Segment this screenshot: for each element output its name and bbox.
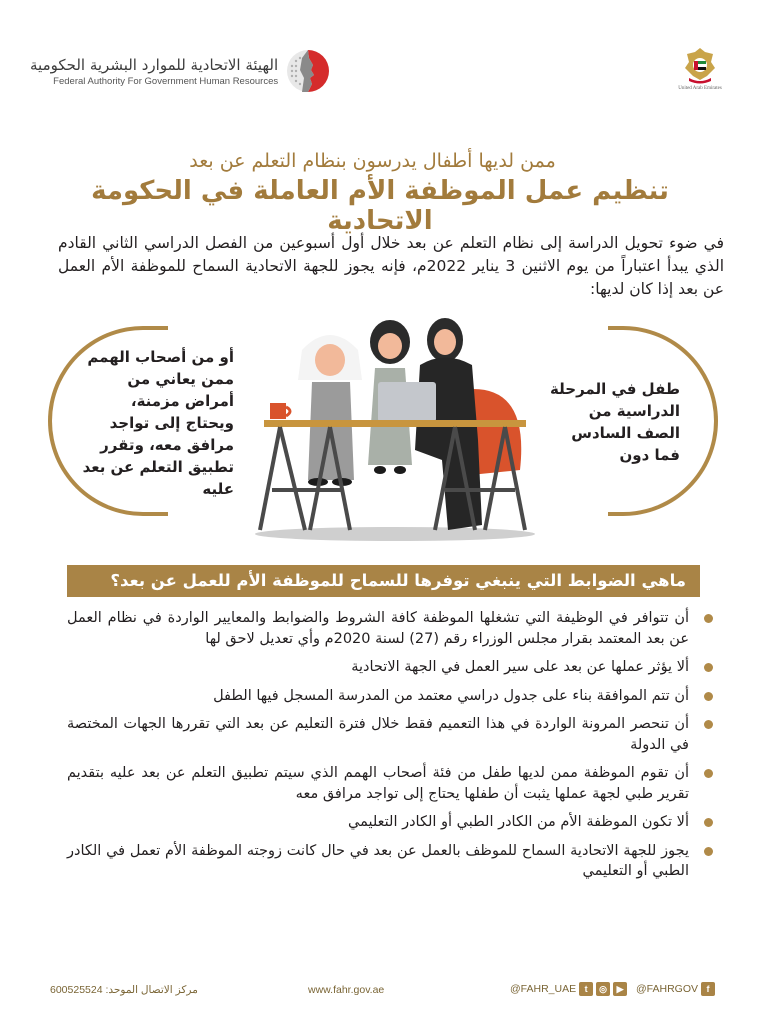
list-item: ألا تكون الموظفة الأم من الكادر الطبي أو الكادر التعليمي xyxy=(67,812,717,833)
contact-phone: مركز الاتصال الموحد: 600525524 xyxy=(50,984,198,996)
bullet-icon xyxy=(704,614,713,623)
social-handles-gov xyxy=(636,982,715,996)
bullet-icon xyxy=(704,720,713,729)
fahr-logo xyxy=(30,48,330,94)
emblem-caption: United Arab Emirates xyxy=(678,86,722,91)
list-item: أن تنحصر المرونة الواردة في هذا التعميم فقط خلال فترة التعليم عن بعد التي تقررها الجهات المختصة في الدولة xyxy=(67,714,717,755)
condition-special-needs: أو من أصحاب الهمم ممن يعاني من أمراض مزمنة، ويحتاج إلى تواجد مرافق معه، وتقرر تطبيق التعلم عن بعد عليه xyxy=(82,348,234,498)
list-item: أن تتوافر في الوظيفة التي تشغلها الموظفة كافة الشروط والضوابط والمعايير الواردة في نظام العمل عن بعد المعتمد بقرار مجلس الوزراء رقم (27) لسنة 2020م وأي تعديل لاحق لها xyxy=(67,608,717,649)
list-item: أن تتم الموافقة بناء على جدول دراسي معتمد من المدرسة المسجل فيها الطفل xyxy=(67,686,717,707)
bullet-icon xyxy=(704,847,713,856)
bullet-icon xyxy=(704,663,713,672)
bullet-icon xyxy=(704,769,713,778)
handle-gov[interactable]: @FAHRGOV xyxy=(636,983,699,995)
list-item: يجوز للجهة الاتحادية السماح للموظف بالعمل عن بعد في حال كانت زوجته الموظفة الأم تعمل في الكادر الطبي أو التعليمي xyxy=(67,841,717,882)
bullet-icon xyxy=(704,692,713,701)
youtube-icon[interactable]: ▶ xyxy=(613,982,627,996)
requirements-list xyxy=(67,608,717,890)
list-item: أن تقوم الموظفة ممن لديها طفل من فئة أصحاب الهمم الذي سيتم تطبيق التعلم عن بعد عليه بتقديم تقرير طبي لجهة عملها يثبت أن طفلها يحتاج إلى تواجد مرافق معه xyxy=(67,763,717,804)
mother-children-illustration xyxy=(250,310,540,542)
instagram-icon[interactable]: ◎ xyxy=(596,982,610,996)
footer xyxy=(0,980,768,1004)
header xyxy=(0,0,768,120)
page-title: تنظيم عمل الموظفة الأم العاملة في الحكومة الاتحادية xyxy=(91,176,669,236)
section-heading: ماهي الضوابط التي ينبغي توفرها للسماح للموظفة الأم للعمل عن بعد؟ xyxy=(67,565,700,597)
bullet-icon xyxy=(704,818,713,827)
intro-paragraph: في ضوء تحويل الدراسة إلى نظام التعلم عن بعد خلال أول أسبوعين من الفصل الدراسي الثاني القادم الذي يبدأ اعتباراً من يوم الاثنين 3 يناير 2022م، فإنه يجوز للجهة الاتحادية السماح للموظفة الأم العمل عن بعد إذا كان لديها: xyxy=(58,234,725,298)
fahr-logo-mark-icon xyxy=(286,48,330,94)
handle-uae[interactable]: @FAHR_UAE xyxy=(510,983,577,995)
list-item: ألا يؤثر عملها عن بعد على سير العمل في الجهة الاتحادية xyxy=(67,657,717,678)
facebook-icon[interactable]: f xyxy=(701,982,715,996)
org-name-arabic: الهيئة الاتحادية للموارد البشرية الحكومية xyxy=(30,55,279,74)
uae-emblem xyxy=(680,46,720,91)
website-link[interactable]: www.fahr.gov.ae xyxy=(308,984,385,996)
twitter-icon[interactable]: t xyxy=(579,982,593,996)
uae-eagle-emblem-icon xyxy=(683,46,717,84)
org-name-english: Federal Authority For Government Human Resources xyxy=(53,75,279,87)
subtitle: ممن لديها أطفال يدرسون بنظام التعلم عن بعد xyxy=(189,150,556,172)
social-handles-uae xyxy=(510,982,627,996)
condition-grade-six: طفل في المرحلة الدراسية من الصف السادس فما دون xyxy=(550,380,680,464)
